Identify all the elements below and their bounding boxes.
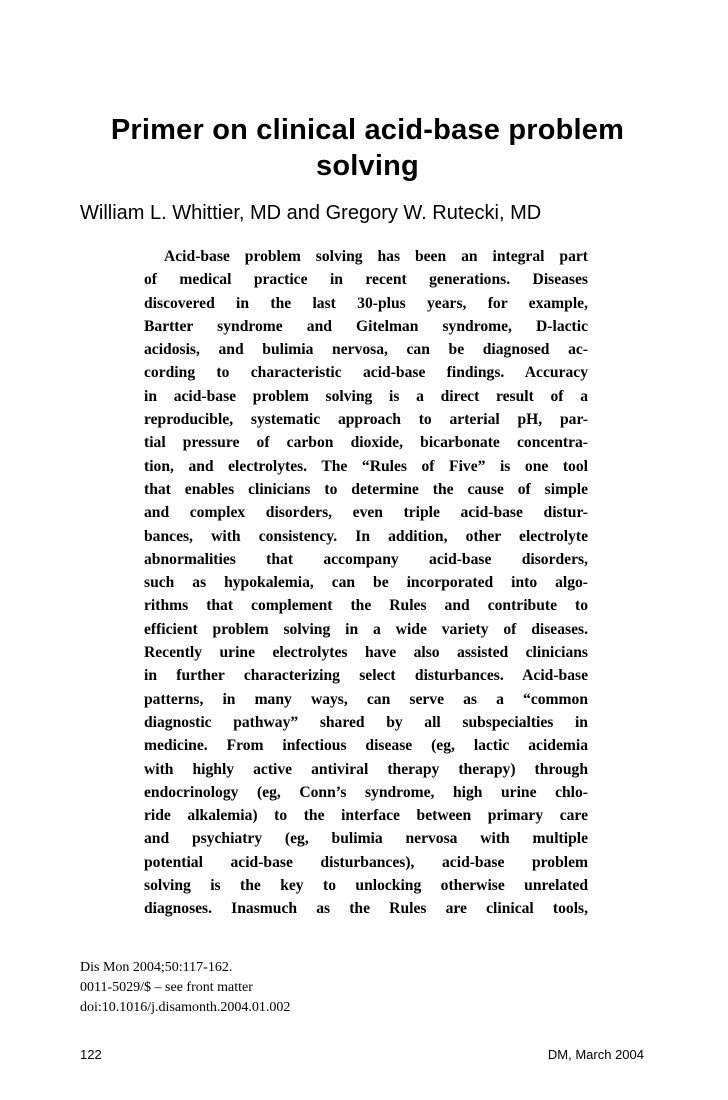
abstract-line: tion, and electrolytes. The “Rules of Five” is one tool <box>144 457 588 475</box>
abstract-line: such as hypokalemia, can be incorporated into algo- <box>144 574 588 592</box>
abstract <box>144 245 588 921</box>
doi-line: doi:10.1016/j.disamonth.2004.01.002 <box>80 1000 291 1015</box>
abstract-line: in acid-base problem solving is a direct result of a <box>144 387 588 405</box>
abstract-line: potential acid-base disturbances), acid-base problem <box>144 853 588 871</box>
abstract-line: diagnoses. Inasmuch as the Rules are clinical tools, <box>144 900 588 918</box>
abstract-line: tial pressure of carbon dioxide, bicarbonate concentra- <box>144 434 588 452</box>
abstract-line: of medical practice in recent generations. Diseases <box>144 271 588 289</box>
article-title: Primer on clinical acid-base problem solving <box>110 114 625 182</box>
abstract-line: Acid-base problem solving has been an integral part <box>164 248 588 265</box>
citation-block <box>80 958 290 1018</box>
abstract-line: patterns, in many ways, can serve as a “common <box>144 690 588 708</box>
abstract-line: Bartter syndrome and Gitelman syndrome, D-lactic <box>144 317 588 335</box>
abstract-line: in further characterizing select disturbances. Acid-base <box>144 667 588 685</box>
issn-line: 0011-5029/$ – see front matter <box>80 980 253 995</box>
abstract-line: discovered in the last 30-plus years, for example, <box>144 294 588 312</box>
abstract-line: diagnostic pathway” shared by all subspecialties in <box>144 713 588 731</box>
abstract-line: abnormalities that accompany acid-base disorders, <box>144 550 588 568</box>
abstract-line: ride alkalemia) to the interface between primary care <box>144 807 588 825</box>
abstract-line: with highly active antiviral therapy therapy) through <box>144 760 588 778</box>
abstract-line: and complex disorders, even triple acid-base distur- <box>144 504 588 522</box>
abstract-line: Recently urine electrolytes have also assisted clinicians <box>144 644 588 662</box>
abstract-line: rithms that complement the Rules and contribute to <box>144 597 588 615</box>
abstract-line: medicine. From infectious disease (eg, lactic acidemia <box>144 737 588 755</box>
footer-journal-date: DM, March 2004 <box>547 1047 644 1062</box>
abstract-line: acidosis, and bulimia nervosa, can be diagnosed ac- <box>144 341 588 359</box>
page-number: 122 <box>80 1047 102 1062</box>
abstract-line: that enables clinicians to determine the cause of simple <box>144 480 588 498</box>
abstract-line: bances, with consistency. In addition, other electrolyte <box>144 527 588 545</box>
abstract-line: efficient problem solving in a wide variety of diseases. <box>144 620 588 638</box>
abstract-line: endocrinology (eg, Conn’s syndrome, high urine chlo- <box>144 783 588 801</box>
journal-reference: Dis Mon 2004;50:117-162. <box>80 960 233 975</box>
abstract-line: solving is the key to unlocking otherwise unrelated <box>144 877 588 895</box>
abstract-line: reproducible, systematic approach to arterial pH, par- <box>144 411 588 429</box>
abstract-line: cording to characteristic acid-base findings. Accuracy <box>144 364 588 382</box>
article-authors: William L. Whittier, MD and Gregory W. Rutecki, MD <box>80 202 542 224</box>
abstract-line: and psychiatry (eg, bulimia nervosa with multiple <box>144 830 588 848</box>
